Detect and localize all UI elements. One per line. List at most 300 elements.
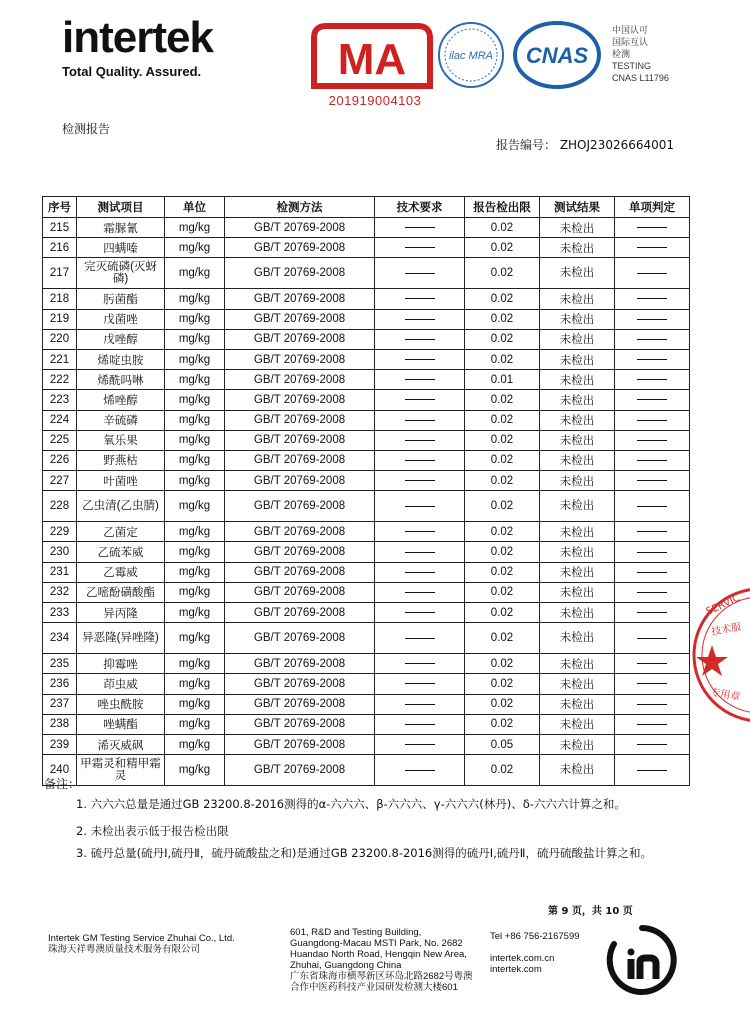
cell-no: 234	[43, 623, 77, 654]
header-no: 序号	[43, 197, 77, 218]
report-number: 报告编号： ZHOJ23026664001	[496, 138, 675, 152]
cell-item: 辛硫磷	[77, 410, 165, 430]
cell-verdict	[615, 623, 690, 654]
dash-mark	[637, 227, 667, 228]
dash-mark	[405, 480, 435, 481]
cell-no: 233	[43, 603, 77, 623]
cell-requirement	[375, 603, 465, 623]
cell-item: 烯酰吗啉	[77, 370, 165, 390]
cell-requirement	[375, 623, 465, 654]
cell-item: 四螨嗪	[77, 238, 165, 258]
cell-verdict	[615, 370, 690, 390]
cell-result: 未检出	[540, 289, 615, 309]
cell-item: 氧乐果	[77, 430, 165, 450]
svg-text:专用章: 专用章	[709, 687, 741, 704]
cell-limit: 0.02	[465, 471, 540, 491]
cell-unit: mg/kg	[165, 603, 225, 623]
dash-mark	[637, 319, 667, 320]
cell-limit: 0.02	[465, 522, 540, 542]
dash-mark	[637, 273, 667, 274]
cell-result: 未检出	[540, 623, 615, 654]
dash-mark	[405, 359, 435, 360]
cell-no: 240	[43, 755, 77, 786]
dash-mark	[637, 704, 667, 705]
dash-mark	[405, 572, 435, 573]
cell-limit: 0.02	[465, 714, 540, 734]
table-row	[43, 603, 690, 623]
table-row	[43, 694, 690, 714]
table-row	[43, 430, 690, 450]
dash-mark	[405, 460, 435, 461]
dash-mark	[637, 572, 667, 573]
cell-unit: mg/kg	[165, 755, 225, 786]
dash-mark	[405, 612, 435, 613]
table-row	[43, 289, 690, 309]
cell-method: GB/T 20769-2008	[225, 522, 375, 542]
cell-item: 乙霉威	[77, 562, 165, 582]
cert-line: 检测	[612, 49, 631, 59]
website-cn-link[interactable]: intertek.com.cn	[490, 952, 555, 964]
cell-requirement	[375, 491, 465, 522]
cell-verdict	[615, 218, 690, 238]
cell-result: 未检出	[540, 542, 615, 562]
cell-method: GB/T 20769-2008	[225, 289, 375, 309]
cell-result: 未检出	[540, 370, 615, 390]
cell-method: GB/T 20769-2008	[225, 258, 375, 289]
cell-method: GB/T 20769-2008	[225, 714, 375, 734]
cell-requirement	[375, 329, 465, 349]
cell-requirement	[375, 471, 465, 491]
table-header-row	[43, 197, 690, 218]
table-body	[43, 218, 690, 786]
cell-unit: mg/kg	[165, 218, 225, 238]
cell-limit: 0.02	[465, 238, 540, 258]
table-row	[43, 258, 690, 289]
table-row	[43, 734, 690, 754]
cell-limit: 0.02	[465, 562, 540, 582]
dash-mark	[637, 638, 667, 639]
cell-requirement	[375, 542, 465, 562]
cell-no: 235	[43, 654, 77, 674]
dash-mark	[637, 247, 667, 248]
address-line: Huandao North Road, Hengqin New Area,	[290, 949, 467, 960]
phone: Tel +86 756-2167599	[490, 931, 580, 942]
table-row	[43, 390, 690, 410]
cell-result: 未检出	[540, 582, 615, 602]
cell-limit: 0.02	[465, 603, 540, 623]
cell-method: GB/T 20769-2008	[225, 218, 375, 238]
dash-mark	[405, 247, 435, 248]
dash-mark	[405, 552, 435, 553]
cell-limit: 0.02	[465, 654, 540, 674]
header-requirement: 技术要求	[375, 197, 465, 218]
cnas-logo	[512, 20, 602, 90]
website-link[interactable]: intertek.com	[490, 964, 542, 975]
cell-requirement	[375, 218, 465, 238]
svg-text:技术服: 技术服	[710, 621, 743, 638]
note-item	[76, 824, 676, 838]
cell-requirement	[375, 654, 465, 674]
cell-result: 未检出	[540, 349, 615, 369]
footer-address	[290, 927, 473, 993]
note-text: 未检出表示低于报告检出限	[90, 824, 229, 838]
cell-no: 229	[43, 522, 77, 542]
cell-unit: mg/kg	[165, 258, 225, 289]
cell-method: GB/T 20769-2008	[225, 674, 375, 694]
accreditation-text	[612, 24, 669, 84]
dash-mark	[405, 638, 435, 639]
red-seal-stamp	[690, 585, 750, 725]
cell-result: 未检出	[540, 674, 615, 694]
cell-no: 222	[43, 370, 77, 390]
cell-result: 未检出	[540, 522, 615, 542]
note-text: 六六六总量是通过GB 23200.8-2016测得的α-六六六、β-六六六、γ-六六六(林丹)、δ-六六六计算之和。	[90, 797, 626, 811]
cell-item: 叶菌唑	[77, 471, 165, 491]
cell-item: 浠灭威砜	[77, 734, 165, 754]
cell-verdict	[615, 238, 690, 258]
header-unit: 单位	[165, 197, 225, 218]
table-row	[43, 562, 690, 582]
cell-no: 225	[43, 430, 77, 450]
cell-result: 未检出	[540, 430, 615, 450]
footer-company	[48, 933, 235, 955]
cell-result: 未检出	[540, 450, 615, 470]
cell-limit: 0.02	[465, 582, 540, 602]
header-method: 检测方法	[225, 197, 375, 218]
dash-mark	[637, 612, 667, 613]
cell-item: 霜脲氰	[77, 218, 165, 238]
cell-unit: mg/kg	[165, 674, 225, 694]
cell-no: 215	[43, 218, 77, 238]
cell-item: 烯唑醇	[77, 390, 165, 410]
cell-requirement	[375, 349, 465, 369]
svg-text:SERVIC: SERVIC	[704, 592, 742, 618]
dash-mark	[637, 506, 667, 507]
cell-method: GB/T 20769-2008	[225, 603, 375, 623]
cell-result: 未检出	[540, 309, 615, 329]
address-line: Guangdong-Macau MSTI Park, No. 2682	[290, 938, 463, 949]
table-row	[43, 370, 690, 390]
cell-result: 未检出	[540, 491, 615, 522]
note-number: 1.	[76, 797, 87, 811]
cell-no: 219	[43, 309, 77, 329]
company-en: Intertek GM Testing Service Zhuhai Co., Ltd.	[48, 933, 235, 944]
cell-requirement	[375, 238, 465, 258]
cell-limit: 0.05	[465, 734, 540, 754]
cell-item: 乙硫苯威	[77, 542, 165, 562]
cell-result: 未检出	[540, 218, 615, 238]
cell-verdict	[615, 654, 690, 674]
cell-requirement	[375, 309, 465, 329]
address-line: 广东省珠海市横琴新区环岛北路2682号粤澳	[290, 971, 473, 982]
table-row	[43, 623, 690, 654]
cell-unit: mg/kg	[165, 654, 225, 674]
cma-logo	[308, 20, 436, 110]
dash-mark	[637, 420, 667, 421]
footer-contact	[490, 931, 580, 976]
cell-result: 未检出	[540, 410, 615, 430]
ilac-mra-logo	[436, 20, 506, 90]
cell-verdict	[615, 450, 690, 470]
cell-unit: mg/kg	[165, 289, 225, 309]
note-number: 3.	[76, 846, 87, 860]
table-row	[43, 755, 690, 786]
table-row	[43, 329, 690, 349]
dash-mark	[405, 339, 435, 340]
cell-method: GB/T 20769-2008	[225, 654, 375, 674]
cell-unit: mg/kg	[165, 349, 225, 369]
dash-mark	[637, 724, 667, 725]
cell-verdict	[615, 522, 690, 542]
cell-no: 220	[43, 329, 77, 349]
cell-item: 唑虫酰胺	[77, 694, 165, 714]
note-text: 硫丹总量(硫丹Ⅰ,硫丹Ⅱ，硫丹硫酸盐之和)是通过GB 23200.8-2016测得的硫丹Ⅰ,硫丹Ⅱ，硫丹硫酸盐计算之和。	[90, 846, 652, 860]
cell-unit: mg/kg	[165, 623, 225, 654]
cell-unit: mg/kg	[165, 582, 225, 602]
cell-limit: 0.02	[465, 623, 540, 654]
dash-mark	[637, 770, 667, 771]
cell-item: 野燕枯	[77, 450, 165, 470]
cell-method: GB/T 20769-2008	[225, 450, 375, 470]
cell-method: GB/T 20769-2008	[225, 542, 375, 562]
cell-limit: 0.02	[465, 410, 540, 430]
brand-tagline: Total Quality. Assured.	[62, 64, 202, 79]
notes-title: 备注：	[44, 777, 81, 791]
cell-no: 218	[43, 289, 77, 309]
cell-verdict	[615, 430, 690, 450]
cell-requirement	[375, 258, 465, 289]
dash-mark	[637, 592, 667, 593]
table-row	[43, 654, 690, 674]
cell-verdict	[615, 349, 690, 369]
dash-mark	[637, 359, 667, 360]
cell-method: GB/T 20769-2008	[225, 491, 375, 522]
cell-item: 乙虫清(乙虫腈)	[77, 491, 165, 522]
cell-limit: 0.02	[465, 218, 540, 238]
cell-item: 乙嘧酚磺酸酯	[77, 582, 165, 602]
cell-unit: mg/kg	[165, 714, 225, 734]
address-line: Zhuhai, Guangdong China	[290, 960, 402, 971]
dash-mark	[637, 663, 667, 664]
address-line: 601, R&D and Testing Building,	[290, 927, 422, 938]
cell-verdict	[615, 562, 690, 582]
cell-requirement	[375, 410, 465, 430]
cell-result: 未检出	[540, 755, 615, 786]
cell-no: 227	[43, 471, 77, 491]
cell-item: 茚虫威	[77, 674, 165, 694]
cell-requirement	[375, 430, 465, 450]
cell-verdict	[615, 329, 690, 349]
dash-mark	[405, 770, 435, 771]
table-row	[43, 491, 690, 522]
intertek-circle-logo	[606, 924, 678, 996]
cell-requirement	[375, 450, 465, 470]
cell-no: 226	[43, 450, 77, 470]
cell-no: 236	[43, 674, 77, 694]
cell-unit: mg/kg	[165, 309, 225, 329]
cell-unit: mg/kg	[165, 542, 225, 562]
cell-requirement	[375, 522, 465, 542]
table-row	[43, 542, 690, 562]
cell-requirement	[375, 370, 465, 390]
cell-no: 230	[43, 542, 77, 562]
note-item	[76, 797, 676, 811]
cell-method: GB/T 20769-2008	[225, 390, 375, 410]
cell-limit: 0.02	[465, 309, 540, 329]
dash-mark	[405, 531, 435, 532]
cell-unit: mg/kg	[165, 734, 225, 754]
cell-result: 未检出	[540, 734, 615, 754]
dash-mark	[637, 440, 667, 441]
cell-limit: 0.02	[465, 258, 540, 289]
cell-item: 异丙隆	[77, 603, 165, 623]
cell-limit: 0.02	[465, 755, 540, 786]
cell-method: GB/T 20769-2008	[225, 582, 375, 602]
table-row	[43, 349, 690, 369]
cell-limit: 0.02	[465, 390, 540, 410]
cell-unit: mg/kg	[165, 370, 225, 390]
cell-limit: 0.02	[465, 491, 540, 522]
cell-result: 未检出	[540, 258, 615, 289]
cell-no: 221	[43, 349, 77, 369]
cell-method: GB/T 20769-2008	[225, 562, 375, 582]
cell-item: 抑霉唑	[77, 654, 165, 674]
dash-mark	[637, 399, 667, 400]
cell-limit: 0.02	[465, 674, 540, 694]
cell-method: GB/T 20769-2008	[225, 238, 375, 258]
cell-unit: mg/kg	[165, 238, 225, 258]
cell-item: 烯啶虫胺	[77, 349, 165, 369]
cell-result: 未检出	[540, 329, 615, 349]
cell-verdict	[615, 582, 690, 602]
cell-method: GB/T 20769-2008	[225, 349, 375, 369]
dash-mark	[405, 744, 435, 745]
dash-mark	[405, 399, 435, 400]
cell-requirement	[375, 694, 465, 714]
dash-mark	[405, 683, 435, 684]
cell-limit: 0.02	[465, 542, 540, 562]
table-row	[43, 674, 690, 694]
dash-mark	[637, 531, 667, 532]
cell-unit: mg/kg	[165, 471, 225, 491]
table-row	[43, 238, 690, 258]
intertek-logo	[62, 14, 262, 86]
dash-mark	[405, 298, 435, 299]
cell-method: GB/T 20769-2008	[225, 694, 375, 714]
cell-requirement	[375, 674, 465, 694]
header-item: 测试项目	[77, 197, 165, 218]
cell-method: GB/T 20769-2008	[225, 309, 375, 329]
cell-item: 完灭硫磷(灭蚜磷)	[77, 258, 165, 289]
cell-requirement	[375, 714, 465, 734]
cell-limit: 0.02	[465, 450, 540, 470]
cell-limit: 0.02	[465, 430, 540, 450]
cell-unit: mg/kg	[165, 430, 225, 450]
dash-mark	[637, 552, 667, 553]
cell-method: GB/T 20769-2008	[225, 734, 375, 754]
dash-mark	[405, 440, 435, 441]
cell-no: 228	[43, 491, 77, 522]
cell-verdict	[615, 309, 690, 329]
cell-item: 甲霜灵和精甲霜灵	[77, 755, 165, 786]
cell-requirement	[375, 734, 465, 754]
cell-unit: mg/kg	[165, 450, 225, 470]
cell-unit: mg/kg	[165, 522, 225, 542]
dash-mark	[637, 683, 667, 684]
cell-unit: mg/kg	[165, 329, 225, 349]
cell-result: 未检出	[540, 654, 615, 674]
header-result: 测试结果	[540, 197, 615, 218]
dash-mark	[637, 339, 667, 340]
cma-number: 201919004103	[328, 93, 422, 108]
cell-verdict	[615, 410, 690, 430]
cell-verdict	[615, 734, 690, 754]
ilac-text: ilac MRA	[448, 50, 494, 62]
cell-verdict	[615, 674, 690, 694]
table-row	[43, 522, 690, 542]
page-number: 第 9 页，共 10 页	[548, 906, 633, 917]
table-row	[43, 582, 690, 602]
cert-line: 国际互认	[612, 37, 649, 47]
cell-verdict	[615, 694, 690, 714]
dash-mark	[405, 592, 435, 593]
cell-no: 224	[43, 410, 77, 430]
cell-verdict	[615, 755, 690, 786]
cell-result: 未检出	[540, 603, 615, 623]
dash-mark	[405, 379, 435, 380]
company-cn: 珠海天祥粤澳质量技术服务有限公司	[48, 944, 201, 955]
cell-item: 戊菌唑	[77, 309, 165, 329]
cell-item: 唑螨酯	[77, 714, 165, 734]
cell-no: 223	[43, 390, 77, 410]
cell-unit: mg/kg	[165, 562, 225, 582]
note-number: 2.	[76, 824, 87, 838]
cell-method: GB/T 20769-2008	[225, 623, 375, 654]
cell-limit: 0.02	[465, 349, 540, 369]
dash-mark	[405, 663, 435, 664]
dash-mark	[637, 480, 667, 481]
dash-mark	[405, 420, 435, 421]
cell-no: 217	[43, 258, 77, 289]
dash-mark	[405, 724, 435, 725]
cell-method: GB/T 20769-2008	[225, 329, 375, 349]
cell-verdict	[615, 390, 690, 410]
cell-result: 未检出	[540, 714, 615, 734]
cell-unit: mg/kg	[165, 491, 225, 522]
header-limit: 报告检出限	[465, 197, 540, 218]
brand-wordmark: intertek	[62, 13, 213, 62]
dash-mark	[637, 298, 667, 299]
cell-limit: 0.02	[465, 694, 540, 714]
cert-line: TESTING	[612, 61, 652, 71]
dash-mark	[637, 379, 667, 380]
cell-requirement	[375, 289, 465, 309]
cell-method: GB/T 20769-2008	[225, 471, 375, 491]
cell-unit: mg/kg	[165, 410, 225, 430]
results-table	[42, 196, 690, 786]
cell-verdict	[615, 491, 690, 522]
table-row	[43, 218, 690, 238]
cell-result: 未检出	[540, 238, 615, 258]
cell-limit: 0.02	[465, 289, 540, 309]
cell-result: 未检出	[540, 390, 615, 410]
cell-method: GB/T 20769-2008	[225, 410, 375, 430]
cell-item: 异恶隆(异唑隆)	[77, 623, 165, 654]
dash-mark	[405, 506, 435, 507]
table-row	[43, 471, 690, 491]
cell-verdict	[615, 258, 690, 289]
cell-no: 231	[43, 562, 77, 582]
